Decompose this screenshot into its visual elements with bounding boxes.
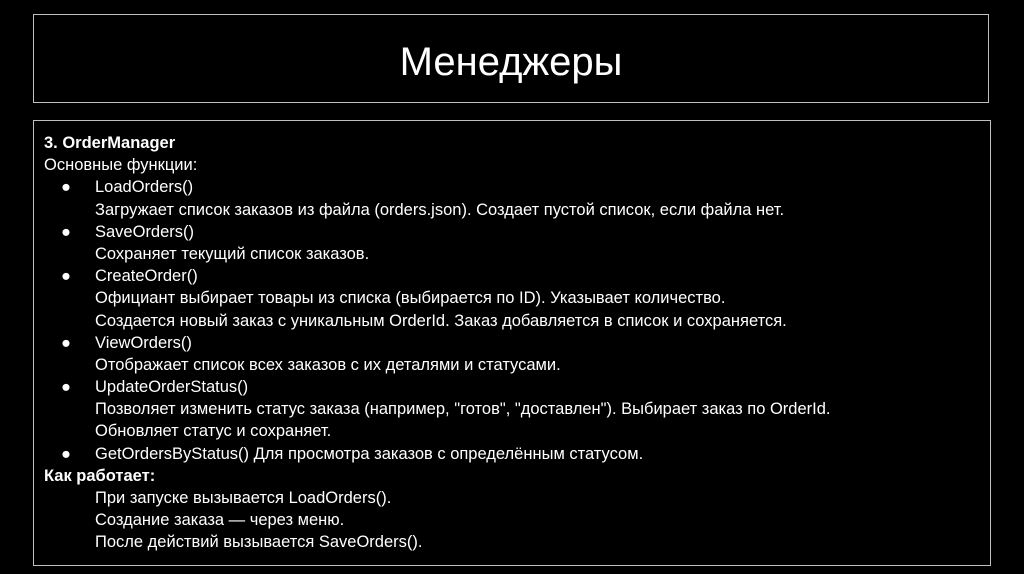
- function-description: Сохраняет текущий список заказов.: [95, 244, 370, 263]
- function-name: GetOrdersByStatus() Для просмотра заказов с определённым статусом.: [95, 444, 644, 463]
- bullet-icon: ●: [61, 178, 71, 197]
- how-it-works-heading: Как работает:: [44, 466, 156, 485]
- bullet-icon: ●: [61, 444, 71, 463]
- list-item-createorder: [44, 265, 990, 287]
- function-name: CreateOrder(): [95, 267, 198, 286]
- bullet-icon: ●: [61, 267, 71, 286]
- slide-title-box: [33, 14, 989, 103]
- function-name: ViewOrders(): [95, 333, 192, 352]
- bullet-icon: ●: [61, 333, 71, 352]
- bullet-icon: ●: [61, 378, 71, 397]
- list-item-updateorderstatus: [44, 376, 990, 398]
- function-description: Отображает список всех заказов с их деталями и статусами.: [95, 355, 561, 374]
- function-description: Создается новый заказ с уникальным OrderId. Заказ добавляется в список и сохраняется.: [95, 311, 787, 330]
- function-description: Официант выбирает товары из списка (выбирается по ID). Указывает количество.: [95, 289, 726, 308]
- slide-content-box: [33, 120, 991, 566]
- list-item-saveorders: [44, 221, 990, 243]
- how-it-works-line: При запуске вызывается LoadOrders().: [95, 489, 392, 507]
- how-it-works-line: После действий вызывается SaveOrders().: [95, 533, 423, 552]
- list-item-vieworders: [44, 332, 990, 354]
- list-item-getordersbystatus: [44, 443, 990, 465]
- how-it-works-line: Создание заказа — через меню.: [95, 511, 345, 530]
- list-item-loadorders: [44, 176, 990, 198]
- function-description: Позволяет изменить статус заказа (например, "готов", "доставлен"). Выбирает заказ по OrderId.: [95, 400, 831, 419]
- section-heading: 3. OrderManager: [44, 134, 176, 152]
- function-name: SaveOrders(): [95, 222, 195, 241]
- bullet-icon: ●: [61, 222, 71, 241]
- function-name: LoadOrders(): [95, 178, 194, 197]
- slide-title: Менеджеры: [399, 39, 623, 84]
- function-description: Загружает список заказов из файла (orders.json). Создает пустой список, если файла нет.: [95, 200, 785, 219]
- functions-label: Основные функции:: [44, 156, 198, 175]
- function-name: UpdateOrderStatus(): [95, 378, 249, 397]
- function-description: Обновляет статус и сохраняет.: [95, 422, 332, 441]
